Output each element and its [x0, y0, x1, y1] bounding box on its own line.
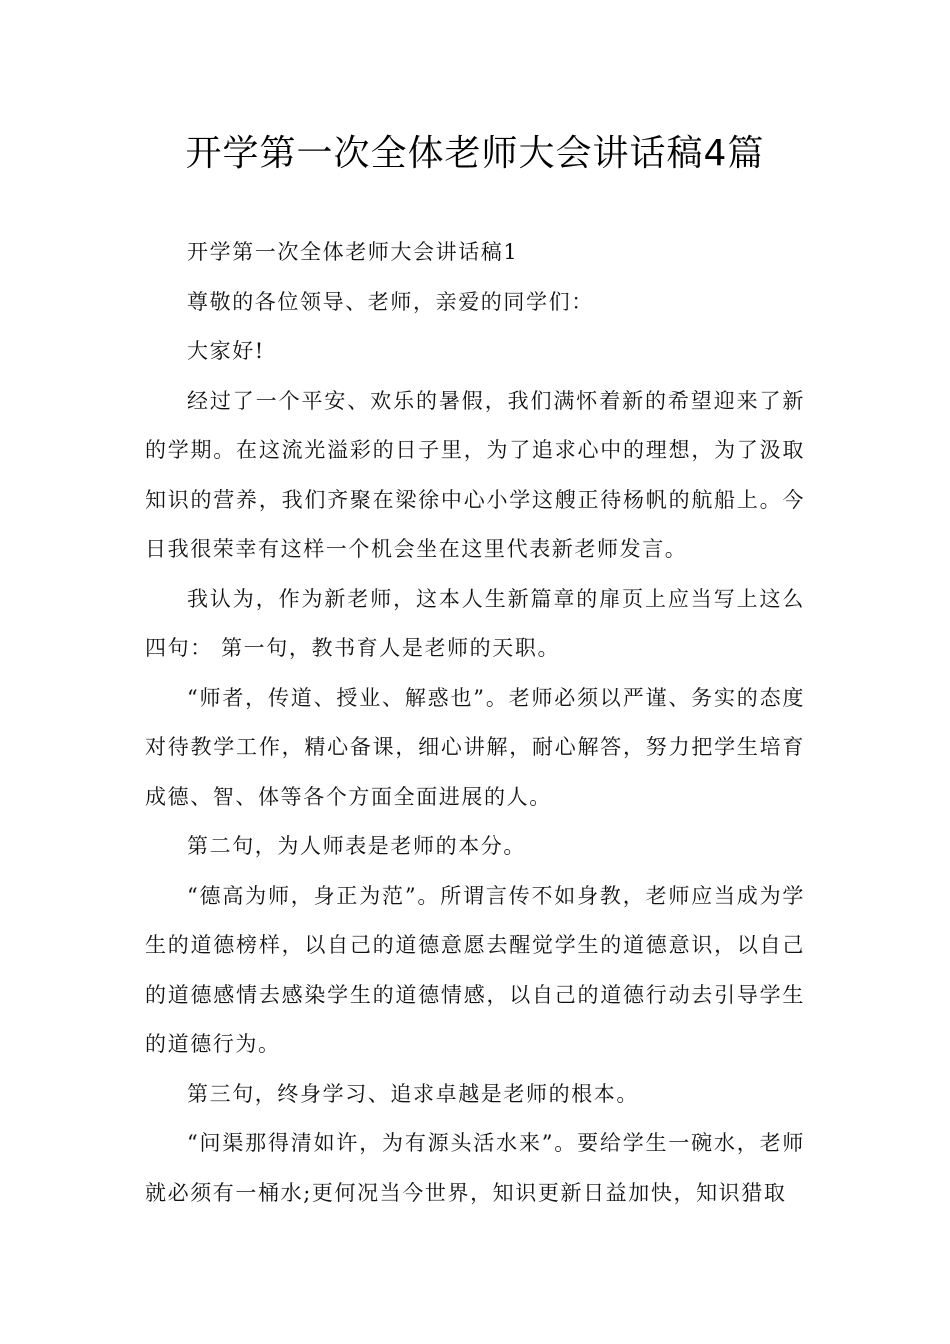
document-body [145, 228, 805, 1218]
paragraph: “师者，传道、授业、解惑也”。老师必须以严谨、务实的态度对待教学工作，精心备课，细心讲解，耐心解答，努力把学生培育成德、智、体等各个方面全面进展的人。 [145, 685, 805, 809]
paragraph: 经过了一个平安、欢乐的暑假，我们满怀着新的希望迎来了新的学期。在这流光溢彩的日子里，为了追求心中的理想，为了汲取知识的营养，我们齐聚在梁徐中心小学这艘正待杨帆的航船上。今日我很荣幸有这样一个机会坐在这里代表新老师发言。 [145, 388, 805, 561]
section-heading: 开学第一次全体老师大会讲话稿1 [187, 240, 519, 264]
paragraph: 第三句，终身学习、追求卓越是老师的根本。 [187, 1081, 639, 1106]
paragraph: “德高为师，身正为范”。所谓言传不如身教，老师应当成为学生的道德榜样，以自己的道德意愿去醒觉学生的道德意识，以自己的道德感情去感染学生的道德情感，以自己的道德行动去引导学生的道德行为。 [145, 883, 805, 1056]
greeting: 大家好! [187, 339, 265, 363]
paragraph: “问渠那得清如许，为有源头活水来”。要给学生一碗水，老师就必须有一桶水;更何况当今世界，知识更新日益加快，知识猎取 [145, 1131, 805, 1205]
salutation: 尊敬的各位领导、老师，亲爱的同学们： [187, 289, 594, 314]
document-title: 开学第一次全体老师大会讲话稿4篇 [185, 133, 765, 174]
paragraph: 第二句，为人师表是老师的本分。 [187, 834, 526, 858]
paragraph: 我认为，作为新老师，这本人生新篇章的扉页上应当写上这么四句： 第一句，教书育人是老师的天职。 [145, 586, 805, 660]
